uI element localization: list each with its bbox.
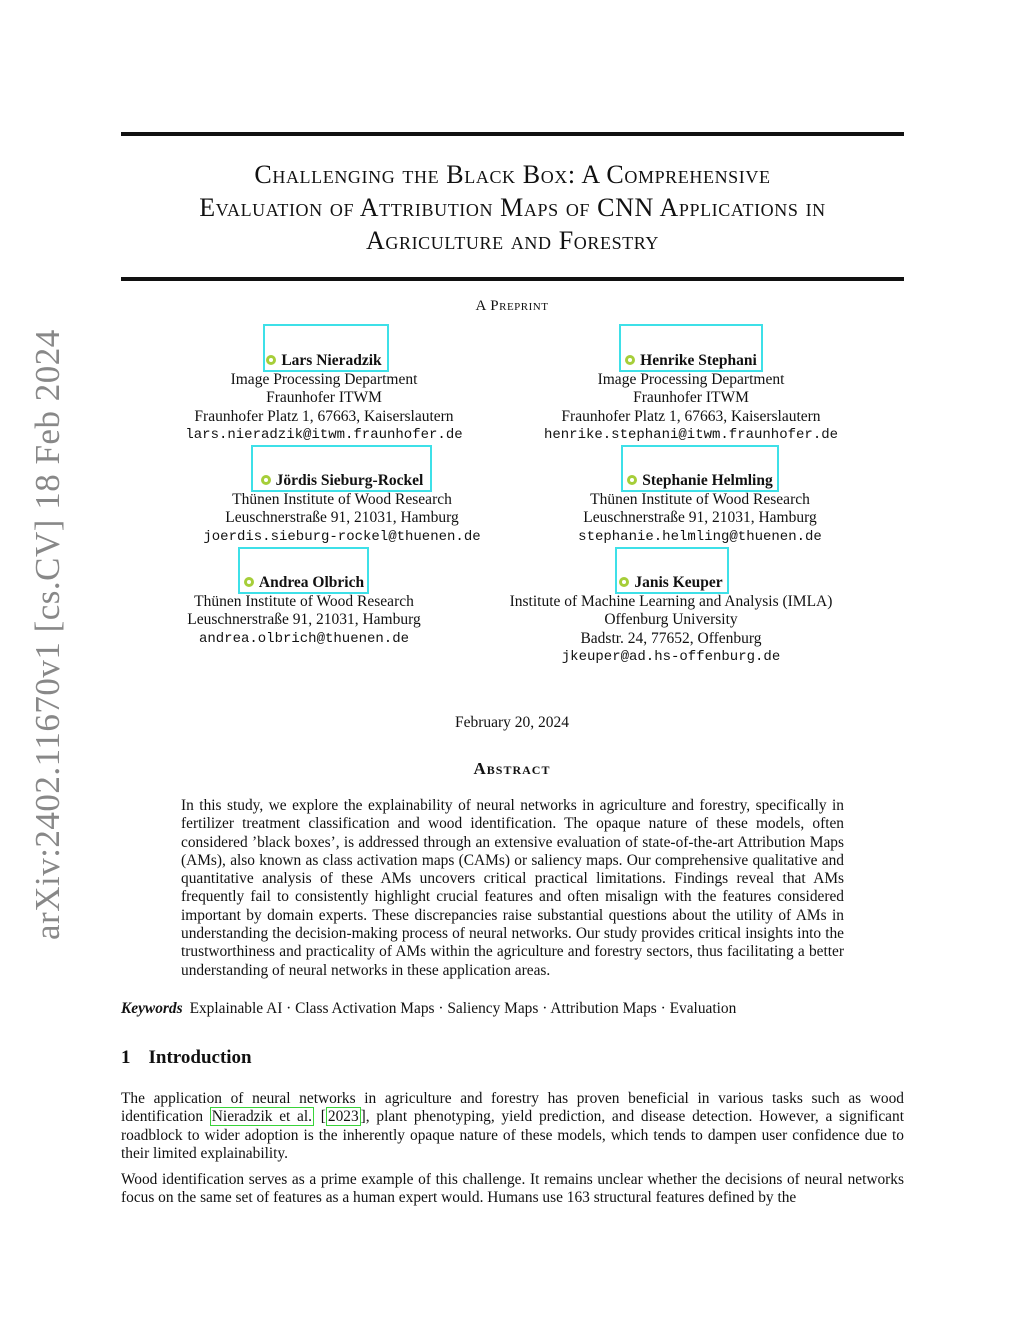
author-email[interactable]: jkeuper@ad.hs-offenburg.de xyxy=(561,649,781,665)
preprint-label: A Preprint xyxy=(475,298,549,314)
author-email[interactable]: lars.nieradzik@itwm.fraunhofer.de xyxy=(185,427,463,443)
author-address: Fraunhofer Platz 1, 67663, Kaiserslautern xyxy=(561,407,821,425)
abstract-text: In this study, we explore the explainability of neural networks in agriculture and forestry, specifically in fertilizer treatment classification and wood identification. The opaque nature of these models, often considered ’black boxes’, is addressed through an extensive evaluation of state-of-the-art Attribution Maps (AMs), also known as class activation maps (CAMs) or saliency maps. Our comprehensive qualitative and quantitative analysis of these AMs uncovers critical practical limitations. Findings reveal that AMs frequently fail to consistently highlight crucial features and often misalign with the features considered important by domain experts. These discrepancies raise substantial questions about the utility of AMs in understanding the decision-making process of neural networks. Our study provides critical insights into the trustworthiness and practicality of AMs within the agriculture and forestry sectors, thus facilitating a better understanding of neural networks in these application areas. xyxy=(181,797,844,979)
abstract-heading: Abstract xyxy=(473,759,551,778)
title-rule-bottom xyxy=(121,277,904,281)
author-block-5 xyxy=(102,574,506,648)
author-email[interactable]: andrea.olbrich@thuenen.de xyxy=(198,630,410,647)
author-affiliation: Institute of Machine Learning and Analysis (IMLA) xyxy=(509,592,833,610)
paragraph-text: ], plant phenotyping, yield prediction, and disease detection. However, a significant roadblock to wider adoption is the inherently opaque nature of these models, which tends to dampen user confidence due to their limited explainability. xyxy=(121,1108,904,1162)
orcid-icon xyxy=(625,355,635,365)
section-title: Introduction xyxy=(148,1047,252,1068)
author-affiliation: Image Processing Department xyxy=(230,370,418,388)
author-block-6 xyxy=(466,574,876,667)
author-email[interactable]: stephanie.helmling@thuenen.de xyxy=(578,528,822,545)
author-block-2 xyxy=(488,352,894,445)
section-heading xyxy=(121,1047,252,1069)
intro-paragraph-2: Wood identification serves as a prime example of this challenge. It remains unclear whether the decisions of neural networks focus on the same set of features as a human expert would. Humans use 163 structural features defined by the xyxy=(121,1171,904,1207)
author-block-4 xyxy=(498,472,902,546)
author-address: Badstr. 24, 77652, Offenburg xyxy=(580,629,762,647)
author-institution: Fraunhofer ITWM xyxy=(633,389,749,406)
author-address: Fraunhofer Platz 1, 67663, Kaiserslautern xyxy=(194,407,454,425)
author-name-6[interactable]: Janis Keuper xyxy=(466,574,876,593)
author-affiliation: Thünen Institute of Wood Research xyxy=(590,490,810,508)
citation-author-link[interactable]: Nieradzik et al. xyxy=(211,1108,313,1126)
paper-title xyxy=(121,158,904,257)
keywords-label: Keywords xyxy=(121,1000,183,1017)
orcid-icon xyxy=(627,475,637,485)
author-institution: Offenburg University xyxy=(604,611,738,628)
orcid-icon xyxy=(619,577,629,587)
author-name-4[interactable]: Stephanie Helmling xyxy=(498,472,902,491)
section-number: 1 xyxy=(121,1047,131,1068)
keywords-line xyxy=(121,1000,736,1018)
arxiv-identifier: arXiv:2402.11670v1 [cs.CV] 18 Feb 2024 xyxy=(28,329,67,940)
title-line-2: Evaluation of Attribution Maps of CNN Applications in xyxy=(199,193,826,222)
author-email[interactable]: joerdis.sieburg-rockel@thuenen.de xyxy=(203,528,481,545)
orcid-icon xyxy=(244,577,254,587)
title-line-1: Challenging the Black Box: A Comprehensive xyxy=(254,160,771,189)
author-name-5[interactable]: Andrea Olbrich xyxy=(102,574,506,593)
author-address: Leuschnerstraße 91, 21031, Hamburg xyxy=(583,509,817,526)
keywords-list: Explainable AI · Class Activation Maps · Saliency Maps · Attribution Maps · Evaluation xyxy=(189,1000,737,1017)
title-rule-top xyxy=(121,132,904,136)
author-address: Leuschnerstraße 91, 21031, Hamburg xyxy=(187,611,421,628)
publication-date: February 20, 2024 xyxy=(454,714,570,731)
author-name-1[interactable]: Lars Nieradzik xyxy=(122,352,526,371)
paragraph-text: The application of neural networks in agriculture and forestry has proven beneficial in various tasks such as wood identification xyxy=(121,1090,904,1126)
author-institution: Fraunhofer ITWM xyxy=(266,389,382,406)
author-affiliation: Image Processing Department xyxy=(597,370,785,388)
author-block-1 xyxy=(122,352,526,445)
author-affiliation: Thünen Institute of Wood Research xyxy=(232,490,452,508)
author-name-2[interactable]: Henrike Stephani xyxy=(488,352,894,371)
title-line-3: Agriculture and Forestry xyxy=(366,226,659,255)
author-block-3 xyxy=(140,472,544,546)
citation-year-link[interactable]: 2023 xyxy=(327,1108,359,1126)
author-affiliation: Thünen Institute of Wood Research xyxy=(194,592,414,610)
author-address: Leuschnerstraße 91, 21031, Hamburg xyxy=(225,509,459,526)
citation-bracket: [ xyxy=(314,1108,326,1126)
orcid-icon xyxy=(261,475,271,485)
author-email[interactable]: henrike.stephani@itwm.fraunhofer.de xyxy=(543,427,839,443)
author-name-3[interactable]: Jördis Sieburg-Rockel xyxy=(140,472,544,491)
intro-paragraph-1 xyxy=(121,1090,904,1163)
orcid-icon xyxy=(266,355,276,365)
